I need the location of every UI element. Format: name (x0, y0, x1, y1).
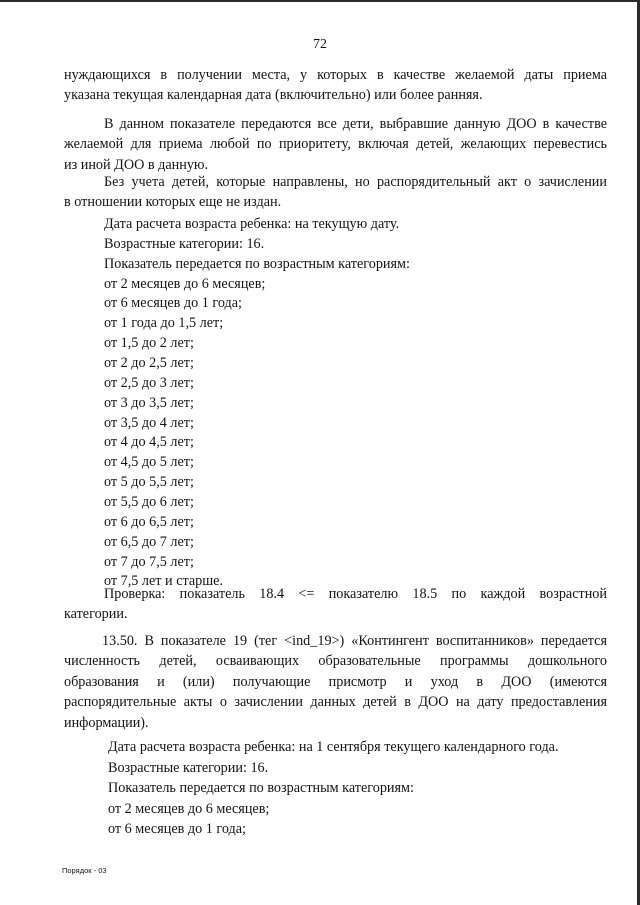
paragraph-exclusion (64, 172, 607, 213)
age-count-line: Возрастные категории: 16. (108, 759, 269, 776)
list-intro-line: Показатель передается по возрастным категориям: (104, 255, 410, 272)
list-item: от 1,5 до 2 лет; (104, 335, 194, 352)
age-category-list-2 (108, 737, 559, 840)
footer-label: Порядок - 03 (62, 866, 107, 875)
text-line: численность детей, осваивающих образовательные программы дошкольного (64, 653, 607, 670)
list-intro-line: Показатель передается по возрастным категориям: (108, 780, 414, 797)
list-item: от 3 до 3,5 лет; (104, 394, 194, 411)
list-item: от 2 месяцев до 6 месяцев; (104, 275, 266, 292)
section-13-50-paragraph (64, 631, 607, 733)
list-item: от 6,5 до 7 лет; (104, 533, 194, 550)
paragraph-continuation (64, 65, 607, 106)
text-line: указана текущая календарная дата (включительно) или более ранняя. (64, 87, 483, 104)
list-item: от 7 до 7,5 лет; (104, 553, 194, 570)
list-item: от 2 месяцев до 6 месяцев; (108, 800, 270, 817)
calc-date-line: Дата расчета возраста ребенка: на текущую дату. (104, 216, 400, 232)
list-item: от 6 месяцев до 1 года; (104, 295, 242, 312)
list-item: от 6 месяцев до 1 года; (108, 821, 246, 838)
text-line: образования и (или) получающие присмотр и уход в ДОО (имеются (64, 673, 607, 690)
text-line: 13.50. В показателе 19 (тег <ind_19>) «Контингент воспитанников» передается (102, 633, 607, 649)
text-line: Проверка: показатель 18.4 <= показателю 18.5 по каждой возрастной (104, 586, 607, 602)
text-line: Без учета детей, которые направлены, но распорядительный акт о зачислении (104, 174, 607, 190)
check-paragraph (64, 584, 607, 625)
list-item: от 5 до 5,5 лет; (104, 474, 194, 491)
text-line: желаемой для приема любой по приоритету, включая детей, желающих перевестись (64, 136, 607, 153)
list-item: от 4,5 до 5 лет; (104, 454, 194, 471)
text-line: из иной ДОО в данную. (64, 156, 209, 173)
age-count-line: Возрастные категории: 16. (104, 235, 265, 252)
text-line: распорядительные акты о зачислении данных детей в ДОО на дату предоставления (64, 694, 607, 711)
text-line: нуждающихся в получении места, у которых в качестве желаемой даты приема (64, 67, 607, 83)
text-line: информации). (64, 714, 149, 731)
page-number: 72 (313, 37, 327, 52)
paragraph-all-children (64, 114, 607, 175)
list-item: от 1 года до 1,5 лет; (104, 315, 224, 332)
text-line: в отношении которых еще не издан. (64, 194, 282, 211)
calc-date-line: Дата расчета возраста ребенка: на 1 сентября текущего календарного года. (108, 739, 559, 755)
list-item: от 3,5 до 4 лет; (104, 414, 194, 431)
text-line: В данном показателе передаются все дети, выбравшие данную ДОО в качестве (104, 116, 607, 132)
age-category-list-1 (104, 215, 410, 592)
list-item: от 6 до 6,5 лет; (104, 513, 194, 530)
list-item: от 2 до 2,5 лет; (104, 355, 194, 372)
list-item: от 7,5 лет и старше. (104, 573, 224, 590)
list-item: от 4 до 4,5 лет; (104, 434, 194, 451)
text-line: категории. (64, 606, 128, 623)
list-item: от 2,5 до 3 лет; (104, 374, 194, 391)
list-item: от 5,5 до 6 лет; (104, 494, 194, 511)
